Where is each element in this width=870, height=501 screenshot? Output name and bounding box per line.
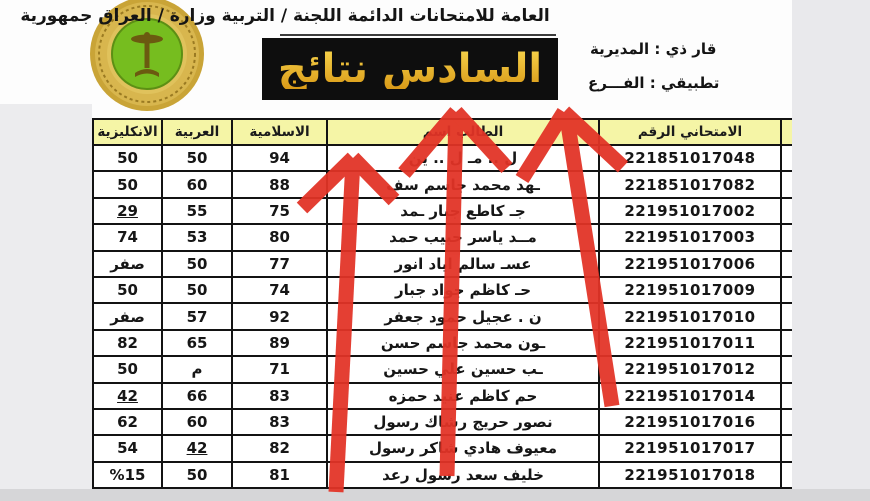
title-underline	[280, 34, 556, 36]
english-grade-cell: صفر	[93, 303, 162, 329]
exam-number-cell: 221951017002	[599, 198, 781, 224]
arabic-grade-cell: 60	[162, 171, 232, 197]
arabic-grade-cell: 50	[162, 251, 232, 277]
english-grade-cell: 50	[93, 277, 162, 303]
column-header-islamic: الاسلامية	[232, 119, 327, 145]
exam-number-cell: 221851017082	[599, 171, 781, 197]
branch-field: تطبيقي : الفـــرع	[588, 74, 720, 92]
exam-number-cell: 221951017016	[599, 409, 781, 435]
table-row	[93, 383, 803, 409]
table-row	[93, 409, 803, 435]
arabic-grade-cell: 57	[162, 303, 232, 329]
student-name-cell: حم كاظم عنيد حمزه	[327, 383, 599, 409]
student-name-cell: ـون محمد جاسم حسن	[327, 330, 599, 356]
exam-number-cell: 221951017011	[599, 330, 781, 356]
table-row	[93, 145, 803, 171]
arabic-grade-cell: 60	[162, 409, 232, 435]
results-banner-text: السادس نتائج	[277, 46, 543, 92]
table-row	[93, 462, 803, 488]
student-name-cell: نصور حريج رشاك رسول	[327, 409, 599, 435]
arabic-grade-cell: 50	[162, 145, 232, 171]
table-row	[93, 224, 803, 250]
arabic-grade-cell: 66	[162, 383, 232, 409]
islamic-grade-cell: 75	[232, 198, 327, 224]
arabic-grade-cell: 65	[162, 330, 232, 356]
exam-number-cell: 221951017003	[599, 224, 781, 250]
student-name-cell: جـ كاطع جبار ـمد	[327, 198, 599, 224]
exam-number-cell: 221951017017	[599, 435, 781, 461]
right-margin-strip	[792, 0, 870, 501]
student-name-cell: مــد ياسر حبيب حمد	[327, 224, 599, 250]
arabic-grade-cell: 50	[162, 277, 232, 303]
islamic-grade-cell: 71	[232, 356, 327, 382]
arabic-grade-cell: 55	[162, 198, 232, 224]
exam-number-cell: 221951017006	[599, 251, 781, 277]
english-grade-cell: 50	[93, 171, 162, 197]
student-name-cell: ـهد محمد جاسم سف	[327, 171, 599, 197]
table-row	[93, 303, 803, 329]
student-name-cell: ل .. مـ ل .. ين	[327, 145, 599, 171]
student-name-cell: معيوف هادي شاكر رسول	[327, 435, 599, 461]
table-body	[93, 145, 803, 488]
left-margin-strip	[0, 104, 92, 490]
islamic-grade-cell: 81	[232, 462, 327, 488]
table-row	[93, 330, 803, 356]
arabic-grade-cell: 42	[162, 435, 232, 461]
table-row	[93, 356, 803, 382]
english-grade-cell: 50	[93, 145, 162, 171]
arabic-grade-cell: م	[162, 356, 232, 382]
exam-number-cell: 221951017009	[599, 277, 781, 303]
islamic-grade-cell: 83	[232, 383, 327, 409]
english-grade-cell: %15	[93, 462, 162, 488]
islamic-grade-cell: 92	[232, 303, 327, 329]
arabic-grade-cell: 50	[162, 462, 232, 488]
islamic-grade-cell: 74	[232, 277, 327, 303]
column-header-arabic: العربية	[162, 119, 232, 145]
column-header-name: الطالب اسم	[327, 119, 599, 145]
results-table	[92, 118, 804, 489]
islamic-grade-cell: 88	[232, 171, 327, 197]
document-title: العامة للامتحانات الدائمة اللجنة / التربية وزارة / العراق جمهورية	[20, 6, 550, 26]
english-grade-cell: 29	[93, 198, 162, 224]
islamic-grade-cell: 83	[232, 409, 327, 435]
column-header-english: الانكليزية	[93, 119, 162, 145]
column-header-exam-number: الامتحاني الرقم	[599, 119, 781, 145]
islamic-grade-cell: 82	[232, 435, 327, 461]
islamic-grade-cell: 80	[232, 224, 327, 250]
table-row	[93, 435, 803, 461]
english-grade-cell: 82	[93, 330, 162, 356]
table-row	[93, 171, 803, 197]
islamic-grade-cell: 94	[232, 145, 327, 171]
english-grade-cell: 62	[93, 409, 162, 435]
english-grade-cell: 50	[93, 356, 162, 382]
student-name-cell: عسـ سالم اياد انور	[327, 251, 599, 277]
table-row	[93, 251, 803, 277]
english-grade-cell: صفر	[93, 251, 162, 277]
english-grade-cell: 54	[93, 435, 162, 461]
islamic-grade-cell: 89	[232, 330, 327, 356]
exam-number-cell: 221951017010	[599, 303, 781, 329]
bottom-edge-strip	[0, 489, 870, 501]
english-grade-cell: 42	[93, 383, 162, 409]
table-row	[93, 198, 803, 224]
exam-number-cell: 221951017018	[599, 462, 781, 488]
header-row	[93, 119, 803, 145]
student-name-cell: ـب حسين علي حسين	[327, 356, 599, 382]
student-name-cell: حـ كاظم جواد جبار	[327, 277, 599, 303]
exam-number-cell: 221951017012	[599, 356, 781, 382]
table-row	[93, 277, 803, 303]
exam-number-cell: 221851017048	[599, 145, 781, 171]
results-banner	[262, 38, 558, 100]
student-name-cell: ن . عجيل حمود جعفر	[327, 303, 599, 329]
arabic-grade-cell: 53	[162, 224, 232, 250]
exam-number-cell: 221951017014	[599, 383, 781, 409]
islamic-grade-cell: 77	[232, 251, 327, 277]
student-name-cell: خليف سعد رسول رعد	[327, 462, 599, 488]
directorate-field: قار ذي : المديرية	[590, 40, 717, 58]
english-grade-cell: 74	[93, 224, 162, 250]
